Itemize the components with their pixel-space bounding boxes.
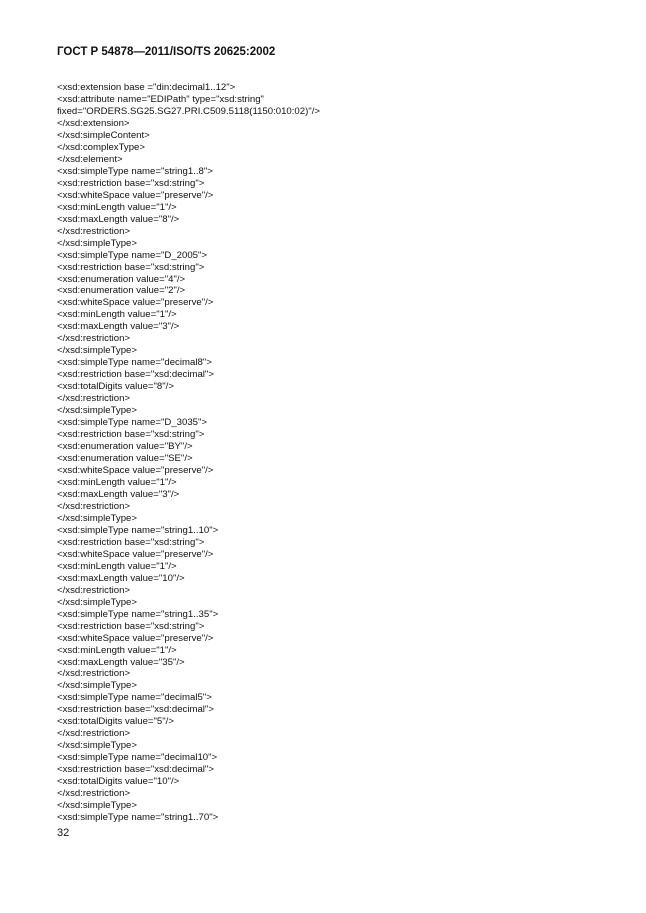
- code-line: <xsd:whiteSpace value="preserve"/>: [57, 548, 214, 560]
- code-line: </xsd:restriction>: [57, 668, 131, 680]
- code-line: <xsd:simpleType name="string1..35">: [57, 608, 219, 620]
- code-line: <xsd:totalDigits value="5"/>: [57, 716, 174, 728]
- code-line: <xsd:whiteSpace value="preserve"/>: [57, 632, 214, 644]
- code-line: </xsd:simpleType>: [57, 800, 137, 812]
- code-line: <xsd:enumeration value="BY"/>: [57, 441, 193, 453]
- code-line: </xsd:simpleType>: [57, 596, 137, 608]
- code-line: <xsd:simpleType name="string1..8">: [57, 165, 213, 177]
- code-line: <xsd:maxLength value="10"/>: [57, 572, 185, 584]
- code-line: <xsd:minLength value="1"/>: [57, 644, 177, 656]
- code-line: <xsd:minLength value="1"/>: [57, 309, 177, 321]
- code-line: fixed="ORDERS.SG25.SG27.PRI.C509.5118(1150:010:02)"/>: [57, 105, 320, 117]
- code-line: <xsd:simpleType name="decimal8">: [57, 357, 212, 369]
- code-line: <xsd:minLength value="1"/>: [57, 201, 177, 213]
- code-line: </xsd:restriction>: [57, 393, 131, 405]
- code-line: </xsd:simpleType>: [57, 405, 137, 417]
- code-line: </xsd:simpleType>: [57, 680, 137, 692]
- code-line: </xsd:restriction>: [57, 225, 131, 237]
- code-line: <xsd:minLength value="1"/>: [57, 476, 177, 488]
- code-line: <xsd:whiteSpace value="preserve"/>: [57, 465, 214, 476]
- code-line: <xsd:restriction base="xsd:string">: [57, 429, 205, 441]
- code-line: </xsd:restriction>: [57, 500, 131, 512]
- code-line: <xsd:enumeration value="SE"/>: [57, 453, 193, 465]
- code-line: </xsd:restriction>: [57, 333, 131, 345]
- xsd-code-listing: [57, 82, 617, 824]
- code-line: </xsd:restriction>: [57, 728, 131, 740]
- code-line: <xsd:restriction base="xsd:decimal">: [57, 369, 214, 381]
- code-line: <xsd:whiteSpace value="preserve"/>: [57, 189, 214, 201]
- code-line: <xsd:restriction base="xsd:decimal">: [57, 704, 214, 716]
- code-line: <xsd:restriction base="xsd:string">: [57, 177, 205, 189]
- code-line: <xsd:maxLength value="3"/>: [57, 321, 180, 333]
- code-line: </xsd:simpleContent>: [57, 129, 150, 141]
- code-line: <xsd:attribute name="EDIPath" type="xsd:string": [57, 93, 264, 105]
- code-line: <xsd:whiteSpace value="preserve"/>: [57, 297, 214, 309]
- code-line: <xsd:enumeration value="4"/>: [57, 273, 186, 285]
- code-line: <xsd:simpleType name="string1..10">: [57, 524, 219, 536]
- code-line: <xsd:restriction base="xsd:string">: [57, 261, 205, 273]
- code-line: <xsd:simpleType name="string1..70">: [57, 812, 219, 824]
- code-line: <xsd:simpleType name="D_2005">: [57, 249, 208, 261]
- code-line: </xsd:simpleType>: [57, 512, 137, 524]
- code-line: </xsd:extension>: [57, 117, 130, 129]
- code-line: </xsd:simpleType>: [57, 237, 137, 249]
- code-line: <xsd:simpleType name="decimal5">: [57, 692, 212, 704]
- code-line: </xsd:restriction>: [57, 788, 131, 800]
- code-line: </xsd:restriction>: [57, 584, 131, 596]
- code-line: </xsd:complexType>: [57, 141, 145, 153]
- code-line: <xsd:totalDigits value="8"/>: [57, 381, 174, 393]
- code-line: <xsd:minLength value="1"/>: [57, 560, 177, 572]
- code-line: <xsd:enumeration value="2"/>: [57, 285, 186, 297]
- code-line: <xsd:totalDigits value="10"/>: [57, 776, 180, 788]
- code-line: </xsd:simpleType>: [57, 740, 137, 752]
- code-line: <xsd:simpleType name="decimal10">: [57, 752, 218, 764]
- page-header-standard-id: ГОСТ Р 54878—2011/ISO/TS 20625:2002: [57, 46, 276, 58]
- code-line: <xsd:restriction base="xsd:string">: [57, 620, 205, 632]
- code-line: <xsd:restriction base="xsd:decimal">: [57, 764, 214, 776]
- code-line: </xsd:simpleType>: [57, 345, 137, 357]
- code-line: <xsd:extension base ="din:decimal1..12">: [57, 82, 236, 93]
- code-line: <xsd:maxLength value="35"/>: [57, 656, 185, 668]
- code-line: <xsd:restriction base="xsd:string">: [57, 536, 205, 548]
- code-line: <xsd:simpleType name="D_3035">: [57, 417, 208, 429]
- code-line: <xsd:maxLength value="8"/>: [57, 213, 180, 225]
- page-number: 32: [57, 827, 70, 839]
- code-line: </xsd:element>: [57, 153, 123, 165]
- code-line: <xsd:maxLength value="3"/>: [57, 488, 180, 500]
